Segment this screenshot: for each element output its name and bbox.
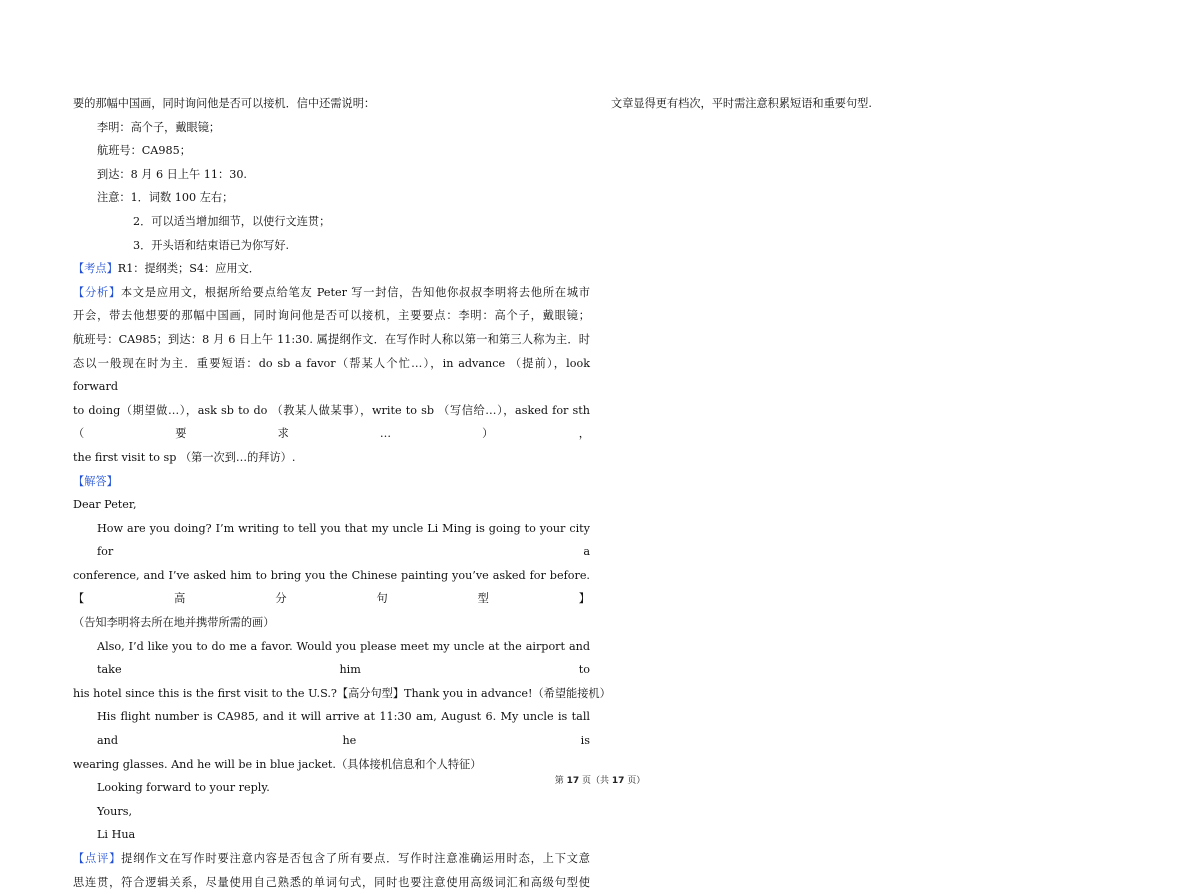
text-line: 航班号：CA985；到达：8 月 6 日上午 11:30. 属提纲作文．在写作时人称以第一和第三人称为主．时 [73, 332, 590, 346]
fenxi-text: 本文是应用文，根据所给要点给笔友 Peter 写一封信，告知他你叔叔李明将去他所在城市 [120, 285, 590, 299]
text-line: 文章显得更有档次，平时需注意积累短语和重要句型. [611, 97, 872, 110]
footer-page-number: 17 [566, 776, 580, 786]
text-line: 3．开头语和结束语已为你写好. [133, 238, 290, 252]
text-line: 态以一般现在时为主．重要短语：do sb a favor（帮某人个忙…），in advance （提前），look forward [73, 356, 590, 394]
letter-closing: Looking forward to your reply. [97, 781, 270, 795]
text-line: 注意：1．词数 100 左右； [97, 191, 234, 205]
fenxi-line [73, 281, 590, 305]
dianping-line [73, 847, 590, 871]
letter-signoff: Yours, [97, 804, 132, 818]
fenxi-tag: 【分析】 [73, 285, 121, 299]
letter-paragraph-line: wearing glasses. And he will be in blue jacket.（具体接机信息和个人特征） [73, 757, 482, 771]
letter-paragraph-line: How are you doing? I’m writing to tell you that my uncle Li Ming is going to your city for a [97, 521, 590, 559]
page-footer [0, 773, 1200, 786]
letter-paragraph-line: conference, and I’ve asked him to bring you the Chinese painting you’ve asked for before.【高分句型】 [73, 568, 590, 606]
footer-middle: 页（共 [579, 776, 612, 786]
letter-paragraph-line: （告知李明将去所在地并携带所需的画） [73, 616, 275, 630]
kaodian-line [73, 257, 590, 281]
dianping-text: 提纲作文在写作时要注意内容是否包含了所有要点．写作时注意准确运用时态，上下文意 [121, 852, 590, 865]
dianping-tag: 【点评】 [73, 852, 122, 865]
footer-prefix: 第 [554, 776, 567, 786]
letter-salutation: Dear Peter, [73, 498, 137, 512]
text-line: the first visit to sp （第一次到…的拜访）. [73, 450, 296, 464]
right-column [611, 92, 1128, 116]
text-line: 航班号：CA985； [97, 144, 191, 158]
letter-signature: Li Hua [97, 828, 136, 842]
text-line: 李明：高个子，戴眼镜； [97, 120, 221, 134]
text-line: 到达：8 月 6 日上午 11：30. [97, 167, 247, 181]
text-line: 思连贯，符合逻辑关系，尽量使用自己熟悉的单词句式，同时也要注意使用高级词汇和高级句型使 [73, 875, 590, 889]
footer-total-pages: 17 [611, 776, 625, 786]
letter-paragraph-line: his hotel since this is the first visit to the U.S.?【高分句型】Thank you in advance!（希望能接机） [73, 686, 611, 700]
footer-suffix: 页） [624, 776, 646, 786]
kaodian-text: R1：提纲类；S4：应用文． [117, 262, 260, 276]
text-line: 2．可以适当增加细节，以使行文连贯； [133, 214, 331, 228]
kaodian-tag: 【考点】 [73, 262, 118, 276]
text-line: 开会，带去他想要的那幅中国画，同时询问他是否可以接机，主要要点：李明：高个子，戴眼镜； [73, 309, 590, 323]
letter-paragraph-line: His flight number is CA985, and it will arrive at 11:30 am, August 6. My uncle is tall and he is [97, 710, 590, 748]
letter-paragraph-line: Also, I’d like you to do me a favor. Would you please meet my uncle at the airport and take him to [97, 639, 590, 677]
text-line: to doing（期望做…），ask sb to do （教某人做某事），write to sb （写信给…），asked for sth（要求…）， [73, 403, 590, 441]
text-line: 要的那幅中国画，同时询问他是否可以接机．信中还需说明： [73, 97, 376, 110]
jieda-tag: 【解答】 [73, 474, 118, 488]
